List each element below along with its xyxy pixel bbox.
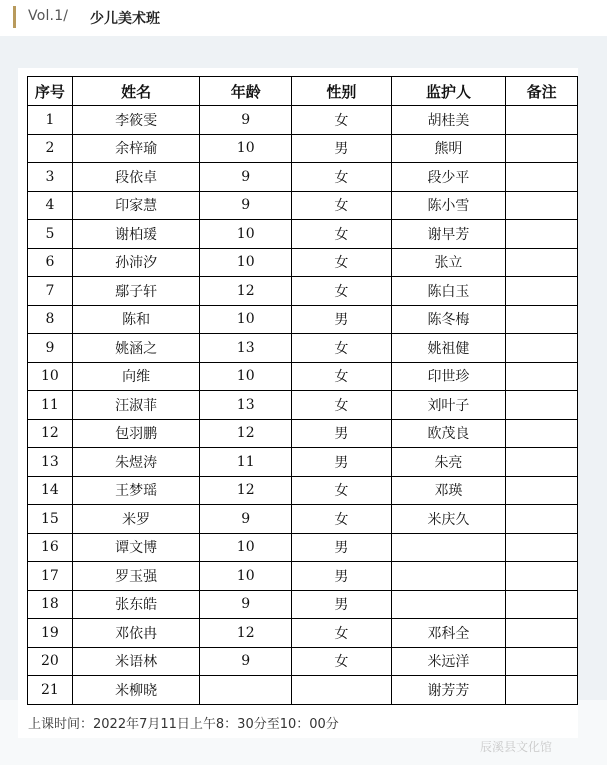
cell-guardian: 姚祖健 bbox=[391, 334, 506, 363]
cell-number: 20 bbox=[28, 647, 73, 676]
cell-remarks bbox=[506, 619, 578, 648]
cell-age: 9 bbox=[200, 163, 292, 192]
cell-name: 姚涵之 bbox=[72, 334, 200, 363]
cell-number: 10 bbox=[28, 362, 73, 391]
volume-label: Vol.1/ bbox=[28, 8, 69, 24]
cell-age: 9 bbox=[200, 106, 292, 135]
cell-guardian bbox=[391, 590, 506, 619]
cell-gender: 女 bbox=[292, 248, 392, 277]
cell-guardian: 米庆久 bbox=[391, 505, 506, 534]
cell-gender: 男 bbox=[292, 305, 392, 334]
cell-gender: 女 bbox=[292, 391, 392, 420]
cell-remarks bbox=[506, 248, 578, 277]
cell-remarks bbox=[506, 305, 578, 334]
cell-gender: 女 bbox=[292, 277, 392, 306]
table-row bbox=[28, 305, 578, 334]
cell-remarks bbox=[506, 533, 578, 562]
cell-name: 段依卓 bbox=[72, 163, 200, 192]
table-row bbox=[28, 220, 578, 249]
cell-age: 12 bbox=[200, 419, 292, 448]
cell-gender: 女 bbox=[292, 362, 392, 391]
cell-number: 4 bbox=[28, 191, 73, 220]
cell-remarks bbox=[506, 448, 578, 477]
cell-name: 邓依冉 bbox=[72, 619, 200, 648]
cell-remarks bbox=[506, 419, 578, 448]
cell-remarks bbox=[506, 334, 578, 363]
cell-guardian: 刘叶子 bbox=[391, 391, 506, 420]
col-header-age: 年龄 bbox=[200, 77, 292, 106]
article-header bbox=[0, 0, 607, 36]
cell-gender: 男 bbox=[292, 562, 392, 591]
table-row bbox=[28, 163, 578, 192]
cell-age: 12 bbox=[200, 619, 292, 648]
table-row bbox=[28, 619, 578, 648]
table-row bbox=[28, 419, 578, 448]
roster-sheet bbox=[18, 68, 578, 754]
cell-remarks bbox=[506, 191, 578, 220]
table-row bbox=[28, 106, 578, 135]
cell-age: 9 bbox=[200, 590, 292, 619]
cell-age: 12 bbox=[200, 277, 292, 306]
header-accent-bar bbox=[13, 6, 16, 28]
table-row bbox=[28, 562, 578, 591]
cell-age: 11 bbox=[200, 448, 292, 477]
cell-remarks bbox=[506, 505, 578, 534]
table-row bbox=[28, 676, 578, 705]
cell-age: 13 bbox=[200, 391, 292, 420]
cell-number: 11 bbox=[28, 391, 73, 420]
cell-guardian bbox=[391, 533, 506, 562]
cell-age: 9 bbox=[200, 505, 292, 534]
table-row bbox=[28, 476, 578, 505]
cell-number: 7 bbox=[28, 277, 73, 306]
cell-guardian: 欧茂良 bbox=[391, 419, 506, 448]
cell-age bbox=[200, 676, 292, 705]
cell-remarks bbox=[506, 163, 578, 192]
cell-name: 王梦瑶 bbox=[72, 476, 200, 505]
cell-guardian: 胡桂美 bbox=[391, 106, 506, 135]
class-time-text: 上课时间：2022年7月11日上午8：30分至10：00分 bbox=[28, 717, 339, 732]
cell-number: 16 bbox=[28, 533, 73, 562]
cell-guardian bbox=[391, 562, 506, 591]
table-row bbox=[28, 277, 578, 306]
cell-age: 10 bbox=[200, 533, 292, 562]
cell-gender: 女 bbox=[292, 220, 392, 249]
cell-age: 10 bbox=[200, 305, 292, 334]
cell-name: 米罗 bbox=[72, 505, 200, 534]
cell-remarks bbox=[506, 391, 578, 420]
cell-gender bbox=[292, 676, 392, 705]
cell-number: 13 bbox=[28, 448, 73, 477]
cell-gender: 男 bbox=[292, 533, 392, 562]
cell-name: 陈和 bbox=[72, 305, 200, 334]
cell-number: 9 bbox=[28, 334, 73, 363]
cell-gender: 女 bbox=[292, 505, 392, 534]
cell-number: 2 bbox=[28, 134, 73, 163]
watermark-text: 辰溪县文化馆 bbox=[480, 740, 553, 754]
cell-guardian: 朱亮 bbox=[391, 448, 506, 477]
cell-number: 14 bbox=[28, 476, 73, 505]
cell-name: 李筱雯 bbox=[72, 106, 200, 135]
cell-age: 9 bbox=[200, 647, 292, 676]
cell-name: 朱煜涛 bbox=[72, 448, 200, 477]
col-header-remarks: 备注 bbox=[506, 77, 578, 106]
cell-remarks bbox=[506, 590, 578, 619]
cell-guardian: 邓科全 bbox=[391, 619, 506, 648]
cell-name: 鄢子轩 bbox=[72, 277, 200, 306]
cell-gender: 女 bbox=[292, 106, 392, 135]
cell-number: 8 bbox=[28, 305, 73, 334]
cell-number: 17 bbox=[28, 562, 73, 591]
col-header-name: 姓名 bbox=[72, 77, 200, 106]
cell-name: 罗玉强 bbox=[72, 562, 200, 591]
cell-remarks bbox=[506, 476, 578, 505]
cell-age: 10 bbox=[200, 248, 292, 277]
cell-name: 汪淑菲 bbox=[72, 391, 200, 420]
col-header-number: 序号 bbox=[28, 77, 73, 106]
table-row bbox=[28, 391, 578, 420]
cell-guardian: 熊明 bbox=[391, 134, 506, 163]
cell-name: 孙沛汐 bbox=[72, 248, 200, 277]
cell-guardian: 段少平 bbox=[391, 163, 506, 192]
table-row bbox=[28, 362, 578, 391]
table-row bbox=[28, 590, 578, 619]
cell-number: 3 bbox=[28, 163, 73, 192]
cell-remarks bbox=[506, 562, 578, 591]
student-roster-table bbox=[27, 76, 578, 705]
cell-gender: 男 bbox=[292, 419, 392, 448]
cell-age: 13 bbox=[200, 334, 292, 363]
cell-gender: 女 bbox=[292, 191, 392, 220]
cell-gender: 女 bbox=[292, 334, 392, 363]
cell-number: 6 bbox=[28, 248, 73, 277]
table-row bbox=[28, 134, 578, 163]
cell-number: 1 bbox=[28, 106, 73, 135]
table-row bbox=[28, 448, 578, 477]
cell-remarks bbox=[506, 647, 578, 676]
cell-name: 张东皓 bbox=[72, 590, 200, 619]
cell-guardian: 陈白玉 bbox=[391, 277, 506, 306]
cell-remarks bbox=[506, 106, 578, 135]
cell-gender: 女 bbox=[292, 476, 392, 505]
cell-remarks bbox=[506, 134, 578, 163]
cell-remarks bbox=[506, 676, 578, 705]
cell-guardian: 陈小雪 bbox=[391, 191, 506, 220]
cell-number: 12 bbox=[28, 419, 73, 448]
cell-guardian: 谢早芳 bbox=[391, 220, 506, 249]
cell-gender: 女 bbox=[292, 619, 392, 648]
cell-name: 谢柏瑗 bbox=[72, 220, 200, 249]
table-row bbox=[28, 334, 578, 363]
col-header-guardian: 监护人 bbox=[391, 77, 506, 106]
cell-guardian: 陈冬梅 bbox=[391, 305, 506, 334]
table-row bbox=[28, 647, 578, 676]
cell-age: 10 bbox=[200, 220, 292, 249]
cell-gender: 女 bbox=[292, 647, 392, 676]
table-row bbox=[28, 533, 578, 562]
cell-gender: 男 bbox=[292, 134, 392, 163]
cell-number: 19 bbox=[28, 619, 73, 648]
cell-name: 米语林 bbox=[72, 647, 200, 676]
table-row bbox=[28, 505, 578, 534]
cell-name: 余梓瑜 bbox=[72, 134, 200, 163]
cell-number: 15 bbox=[28, 505, 73, 534]
cell-age: 10 bbox=[200, 362, 292, 391]
cell-age: 12 bbox=[200, 476, 292, 505]
cell-gender: 女 bbox=[292, 163, 392, 192]
cell-number: 5 bbox=[28, 220, 73, 249]
cell-age: 9 bbox=[200, 191, 292, 220]
cell-guardian: 印世珍 bbox=[391, 362, 506, 391]
cell-number: 21 bbox=[28, 676, 73, 705]
table-header-row bbox=[28, 77, 578, 106]
cell-name: 向维 bbox=[72, 362, 200, 391]
cell-name: 谭文博 bbox=[72, 533, 200, 562]
cell-remarks bbox=[506, 362, 578, 391]
cell-name: 米柳晓 bbox=[72, 676, 200, 705]
cell-remarks bbox=[506, 220, 578, 249]
cell-guardian: 张立 bbox=[391, 248, 506, 277]
section-title: 少儿美术班 bbox=[90, 11, 160, 27]
cell-guardian: 米远洋 bbox=[391, 647, 506, 676]
cell-guardian: 邓瑛 bbox=[391, 476, 506, 505]
cell-remarks bbox=[506, 277, 578, 306]
cell-age: 10 bbox=[200, 562, 292, 591]
cell-guardian: 谢芳芳 bbox=[391, 676, 506, 705]
cell-name: 印家慧 bbox=[72, 191, 200, 220]
cell-number: 18 bbox=[28, 590, 73, 619]
cell-gender: 男 bbox=[292, 590, 392, 619]
table-row bbox=[28, 191, 578, 220]
cell-name: 包羽鹏 bbox=[72, 419, 200, 448]
cell-age: 10 bbox=[200, 134, 292, 163]
col-header-gender: 性别 bbox=[292, 77, 392, 106]
table-row bbox=[28, 248, 578, 277]
cell-gender: 男 bbox=[292, 448, 392, 477]
